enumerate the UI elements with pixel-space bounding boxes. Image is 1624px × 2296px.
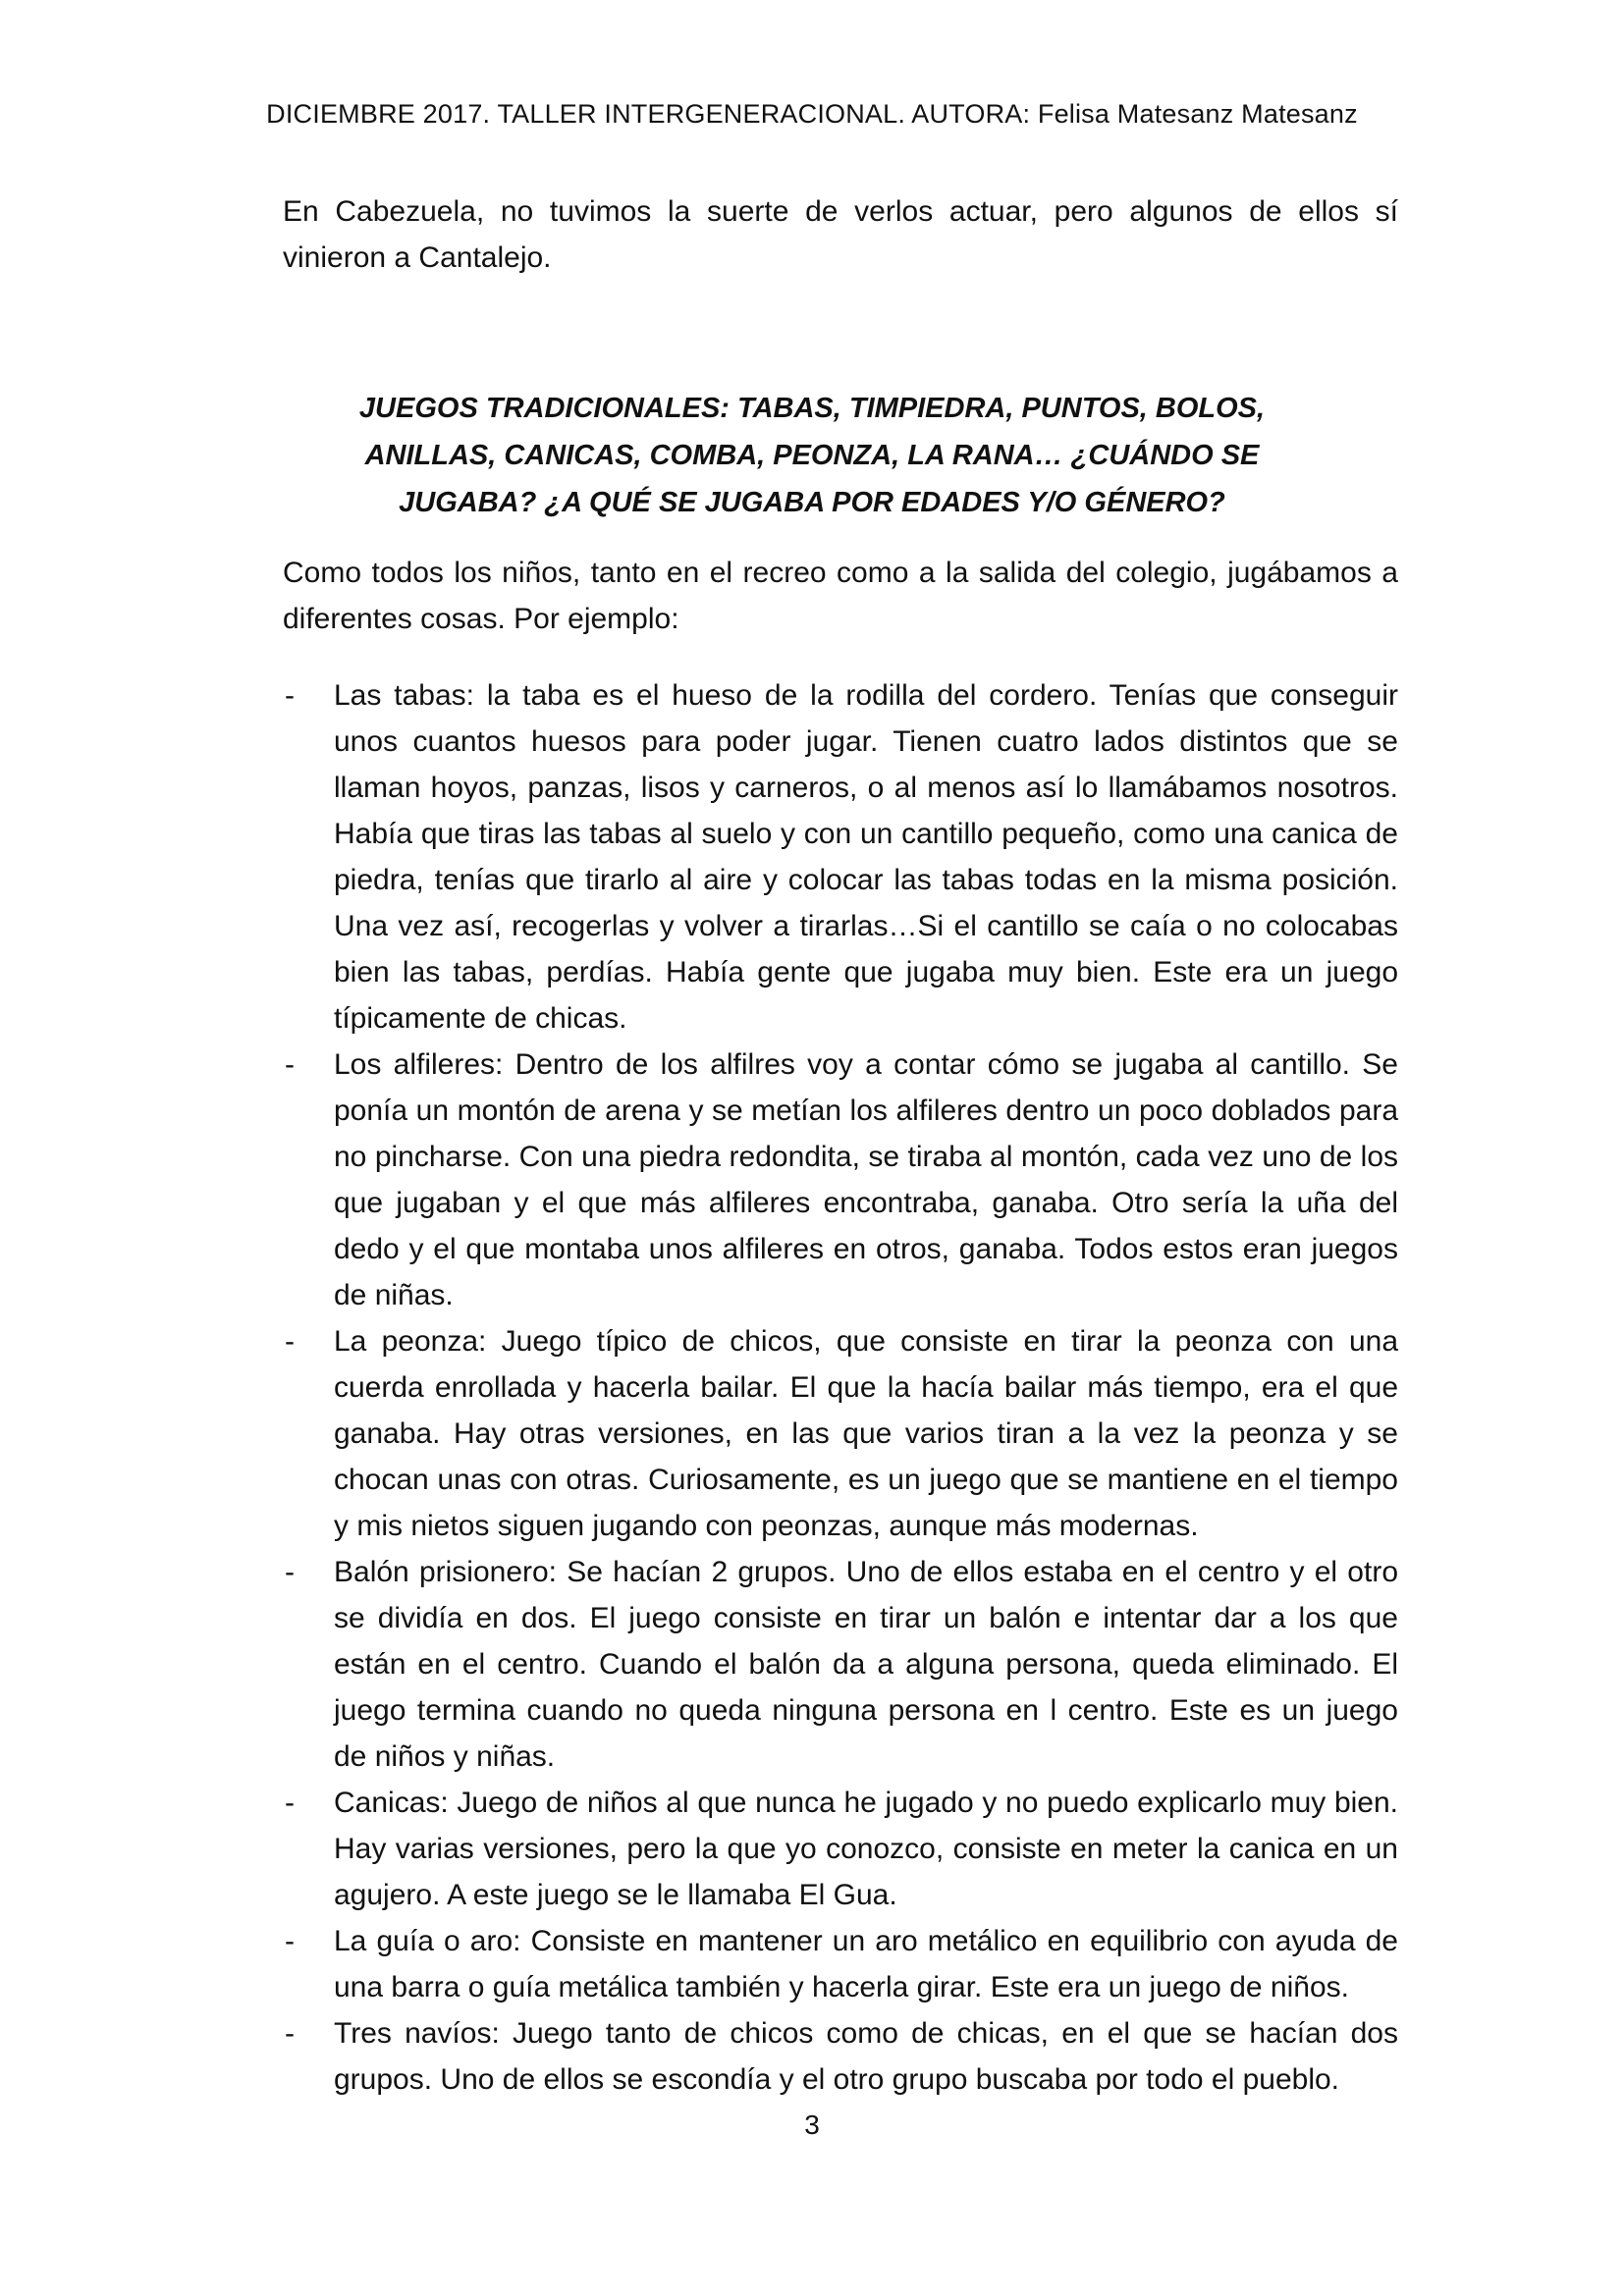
list-item-text: La peonza: Juego típico de chicos, que consiste en tirar la peonza con una cuerda enrollada y hacerla bailar. El que la hacía bailar más tiempo, era el que ganaba. Hay otras versiones, en las que varios tiran a la vez la peonza y se chocan unas con otras. Curiosamente, es un juego que se mantiene en el tiempo y mis nietos siguen jugando con peonzas, aunque más modernas. (334, 1325, 1398, 1542)
page-header: DICIEMBRE 2017. TALLER INTERGENERACIONAL. AUTORA: Felisa Matesanz Matesanz (266, 99, 1358, 129)
intro-paragraph: En Cabezuela, no tuvimos la suerte de verlos actuar, pero algunos de ellos sí vinieron a Cantalejo. (283, 195, 1398, 274)
dash-marker: - (285, 1925, 295, 1957)
dash-marker: - (285, 1048, 295, 1081)
section-heading: JUEGOS TRADICIONALES: TABAS, TIMPIEDRA, PUNTOS, BOLOS, ANILLAS, CANICAS, COMBA, PEONZA, LA RANA… ¿CUÁNDO SE JUGABA? ¿A QUÉ SE JUGABA POR EDADES Y/O GÉNERO? (358, 393, 1266, 518)
dash-marker: - (285, 679, 295, 712)
page-number: 3 (804, 2109, 820, 2140)
list-item-text: Los alfileres: Dentro de los alfilres voy a contar cómo se jugaba al cantillo. Se ponía un montón de arena y se metían los alfileres dentro un poco doblados para no pincharse. Con una piedra redondita, se tiraba al montón, cada vez uno de los que jugaban y el que más alfileres encontraba, ganaba. Otro sería la uña del dedo y el que montaba unos alfileres en otros, ganaba. Todos estos eran juegos de niñas. (334, 1048, 1398, 1311)
dash-marker: - (285, 1787, 295, 1819)
list-item-balon-prisionero (283, 1549, 1398, 1780)
list-item-text: Las tabas: la taba es el hueso de la rodilla del cordero. Tenías que conseguir unos cuantos huesos para poder jugar. Tienen cuatro lados distintos que se llaman hoyos, panzas, lisos y carneros, o al menos así lo llamábamos nosotros. Había que tiras las tabas al suelo y con un cantillo pequeño, como una canica de piedra, tenías que tirarlo al aire y colocar las tabas todas en la misma posición. Una vez así, recogerlas y volver a tirarlas…Si el cantillo se caía o no colocabas bien las tabas, perdías. Había gente que jugaba muy bien. Este era un juego típicamente de chicas. (334, 679, 1398, 1035)
list-item-alfileres (283, 1041, 1398, 1318)
list-item-tres-navios (283, 2010, 1398, 2103)
dash-marker: - (285, 1325, 295, 1358)
games-list (283, 672, 1398, 2103)
list-item-text: La guía o aro: Consiste en mantener un aro metálico en equilibrio con ayuda de una barra o guía metálica también y hacerla girar. Este era un juego de niños. (334, 1925, 1398, 2003)
dash-marker: - (285, 1556, 295, 1588)
dash-marker: - (285, 2017, 295, 2050)
list-item-text: Tres navíos: Juego tanto de chicos como de chicas, en el que se hacían dos grupos. Uno de ellos se escondía y el otro grupo buscaba por todo el pueblo. (334, 2017, 1398, 2096)
lead-paragraph: Como todos los niños, tanto en el recreo como a la salida del colegio, jugábamos a diferentes cosas. Por ejemplo: (283, 557, 1398, 635)
list-item-tabas (283, 672, 1398, 1041)
list-item-peonza (283, 1318, 1398, 1549)
list-item-guia-aro (283, 1918, 1398, 2010)
list-item-text: Canicas: Juego de niños al que nunca he jugado y no puedo explicarlo muy bien. Hay varias versiones, pero la que yo conozco, consiste en meter la canica en un agujero. A este juego se le llamaba El Gua. (334, 1787, 1398, 1911)
list-item-canicas (283, 1780, 1398, 1918)
list-item-text: Balón prisionero: Se hacían 2 grupos. Uno de ellos estaba en el centro y el otro se dividía en dos. El juego consiste en tirar un balón e intentar dar a los que están en el centro. Cuando el balón da a alguna persona, queda eliminado. El juego termina cuando no queda ninguna persona en l centro. Este es un juego de niños y niñas. (334, 1556, 1398, 1773)
